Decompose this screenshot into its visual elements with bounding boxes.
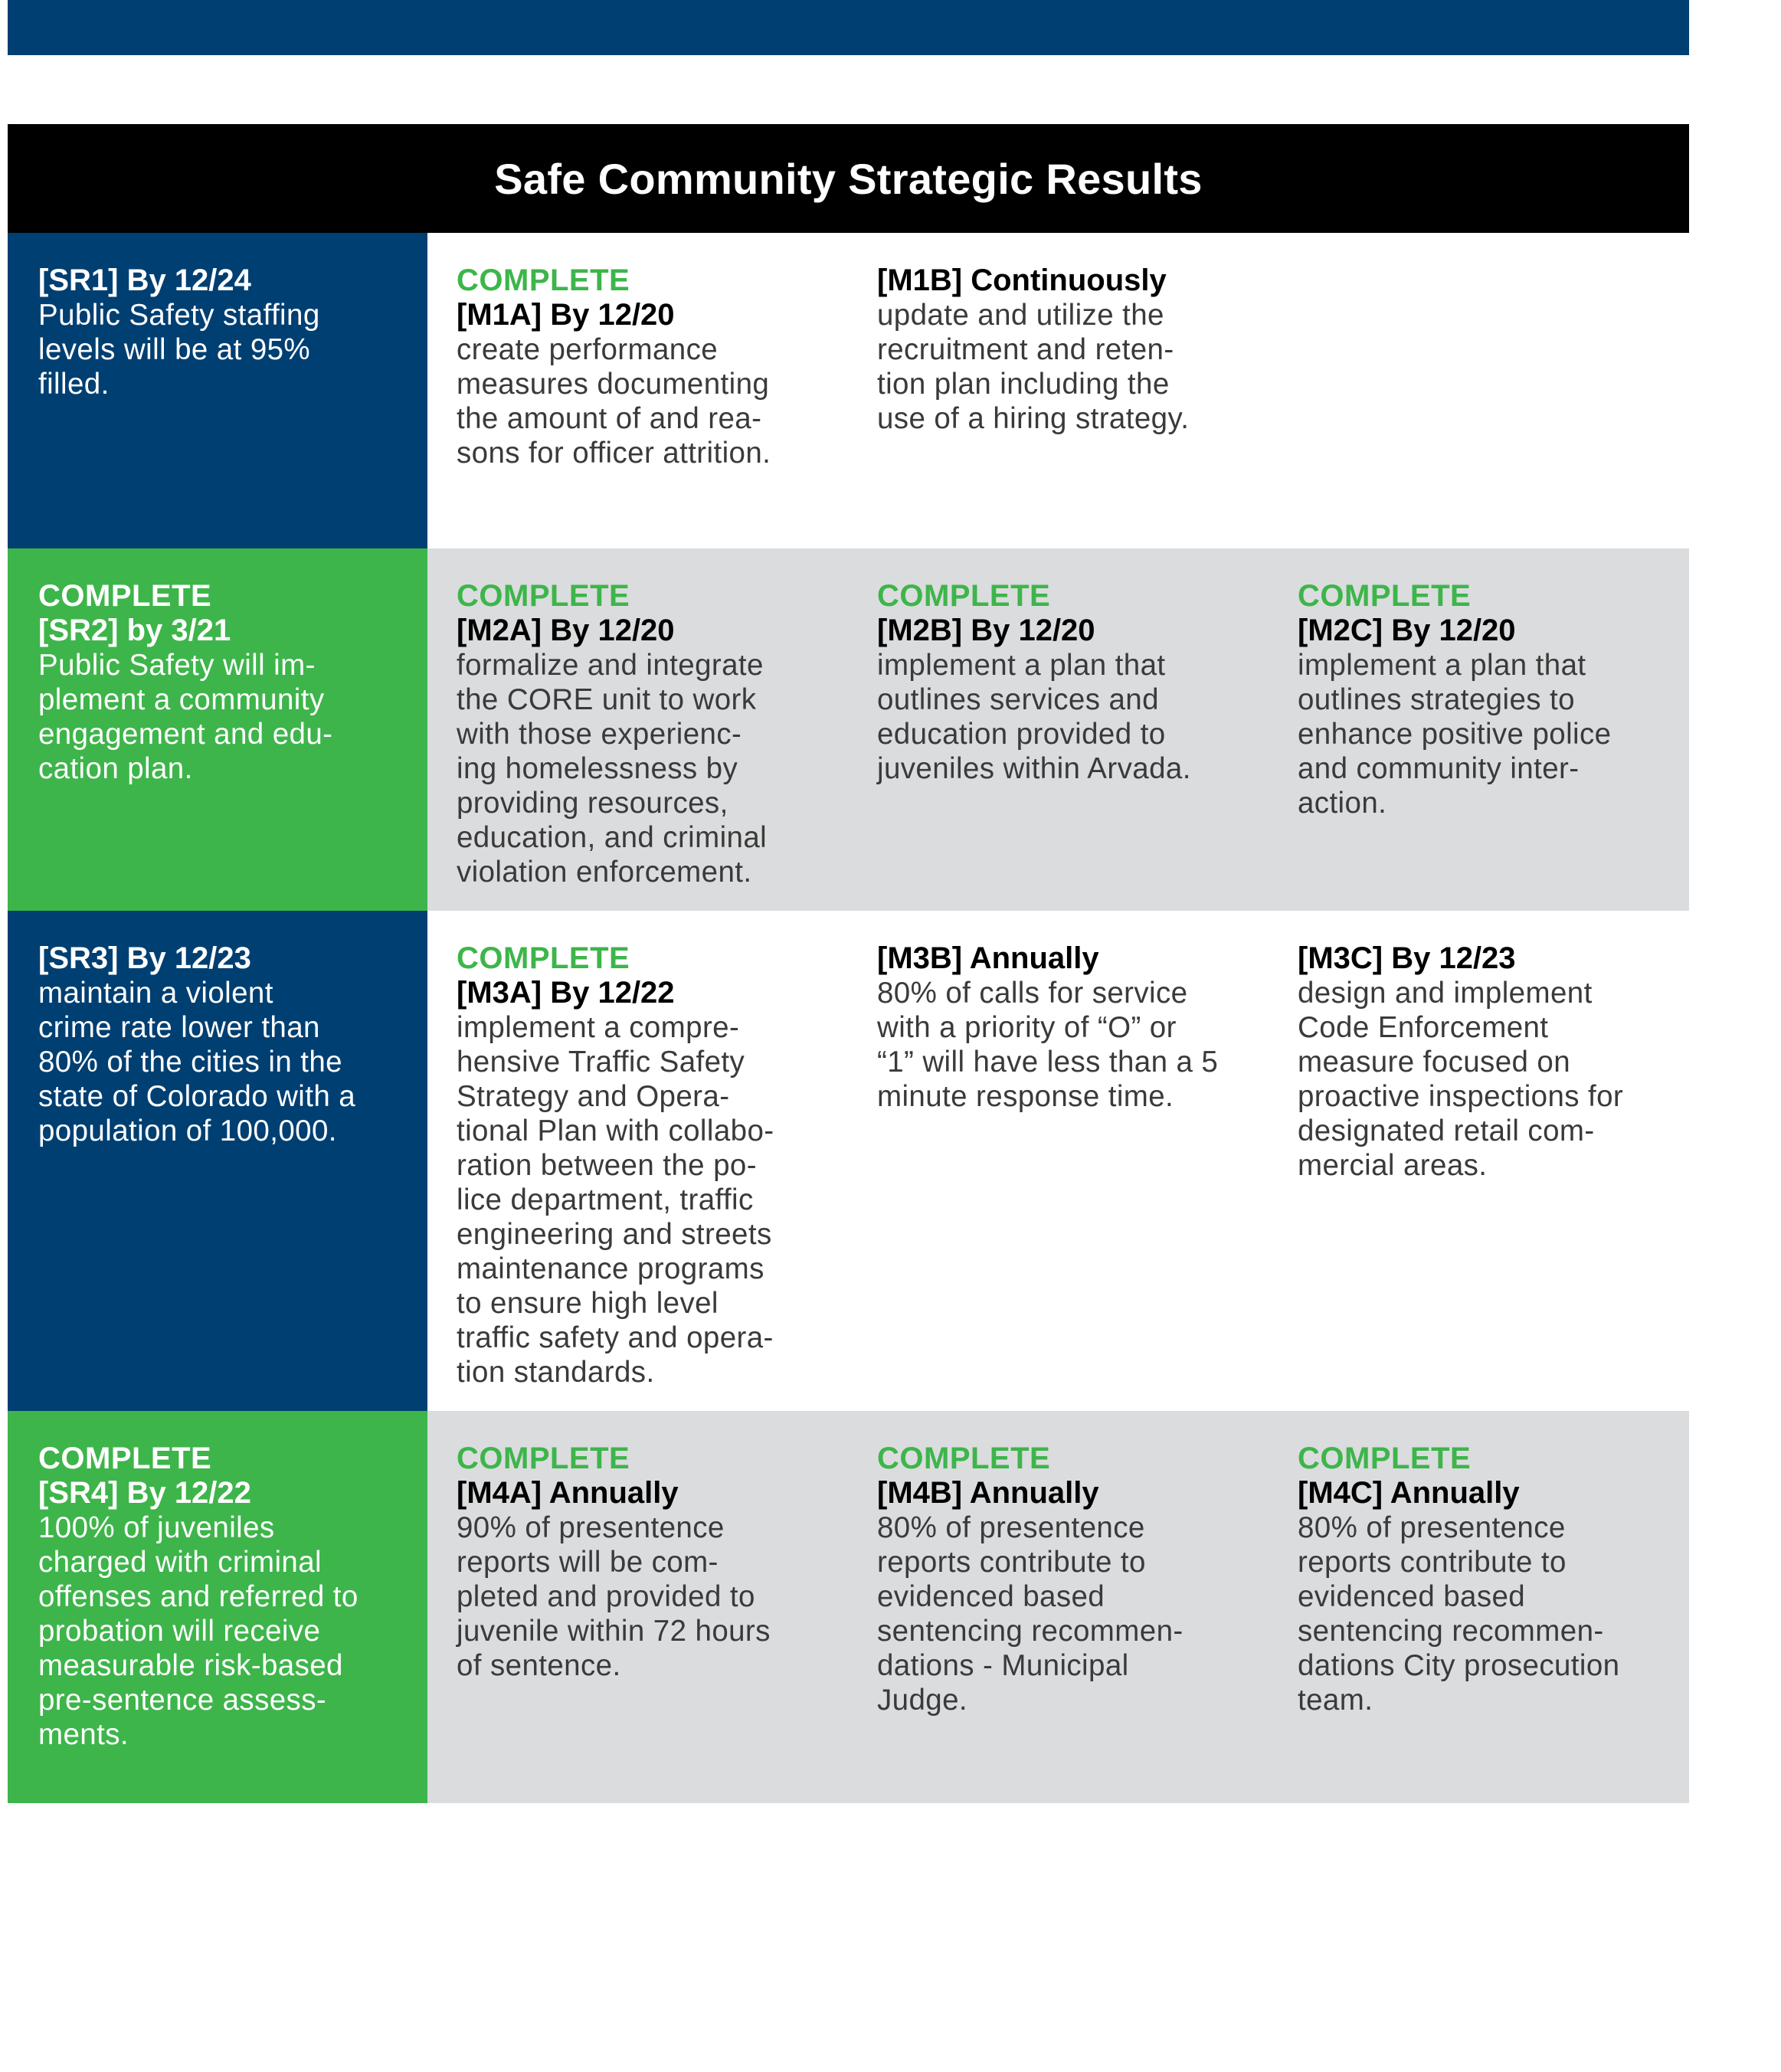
measure-description: design and implement Code Enforcement measure focused on proactive inspections for designated retail com- mercial areas. [1298, 977, 1624, 1182]
measure-description: 80% of presentence reports contribute to evidenced based sentencing recommen- dations - Municipal Judge. [877, 1511, 1184, 1717]
measure-cell [1269, 911, 1689, 1411]
strategic-result-description: maintain a violent crime rate lower than 80% of the cities in the state of Colorado with a population of 100,000. [38, 977, 356, 1147]
measure-cell [848, 911, 1269, 1411]
measure-label: [M2A] By 12/20 [457, 614, 675, 647]
measure-cell [1269, 548, 1689, 911]
status-badge: COMPLETE [457, 579, 630, 613]
measure-label: [M2B] By 12/20 [877, 614, 1095, 647]
strategic-result-label: [SR3] By 12/23 [38, 941, 251, 975]
result-row-sr3 [8, 911, 1689, 1411]
measure-description: formalize and integrate the CORE unit to work with those experienc- ing homelessness by providing resources, education, and criminal violation enforcement. [457, 649, 768, 889]
measure-cell [427, 911, 848, 1411]
measure-cell [848, 548, 1269, 911]
measure-label: [M4B] Annually [877, 1476, 1099, 1510]
measure-description: update and utilize the recruitment and reten- tion plan including the use of a hiring strategy. [877, 299, 1190, 435]
measure-cell [848, 233, 1269, 548]
measure-label: [M4A] Annually [457, 1476, 679, 1510]
strategic-result-label: [SR2] by 3/21 [38, 614, 231, 647]
measure-cell [427, 233, 848, 548]
status-badge: COMPLETE [457, 941, 630, 975]
measure-label: [M3C] By 12/23 [1298, 941, 1516, 975]
status-badge: COMPLETE [38, 579, 212, 613]
result-row-sr4 [8, 1411, 1689, 1803]
table-header [8, 124, 1689, 233]
status-badge: COMPLETE [1298, 1442, 1472, 1475]
measure-label: [M3B] Annually [877, 941, 1099, 975]
strategic-result-cell [8, 911, 427, 1411]
measure-description: implement a plan that outlines services and education provided to juveniles within Arvada. [877, 649, 1191, 785]
strategic-results-table [8, 124, 1689, 1803]
measure-cell [1269, 1411, 1689, 1803]
measure-label: [M2C] By 12/20 [1298, 614, 1516, 647]
measure-description: 90% of presentence reports will be com- pleted and provided to juvenile within 72 hours of sentence. [457, 1511, 771, 1682]
measure-label: [M1B] Continuously [877, 264, 1167, 297]
status-badge: COMPLETE [877, 579, 1051, 613]
strategic-result-cell [8, 548, 427, 911]
status-badge: COMPLETE [457, 264, 630, 297]
status-badge: COMPLETE [38, 1442, 212, 1475]
measure-description: 80% of presentence reports contribute to evidenced based sentencing recommen- dations City prosecution team. [1298, 1511, 1620, 1717]
measure-description: 80% of calls for service with a priority of “O” or “1” will have less than a 5 minute response time. [877, 977, 1219, 1113]
result-row-sr2 [8, 548, 1689, 911]
top-banner-bar [8, 0, 1689, 55]
measure-cell [427, 1411, 848, 1803]
result-row-sr1 [8, 233, 1689, 548]
measure-description: implement a plan that outlines strategies to enhance positive police and community inter- action. [1298, 649, 1612, 820]
measure-label: [M1A] By 12/20 [457, 298, 675, 332]
strategic-result-cell [8, 1411, 427, 1803]
measure-cell [848, 1411, 1269, 1803]
table-title: Safe Community Strategic Results [494, 154, 1203, 203]
status-badge: COMPLETE [457, 1442, 630, 1475]
strategic-result-description: Public Safety staffing levels will be at 95% filled. [38, 299, 320, 401]
strategic-result-label: [SR1] By 12/24 [38, 264, 251, 297]
strategic-result-description: 100% of juveniles charged with criminal offenses and referred to probation will receive measurable risk-based pre-sentence assess- ments. [38, 1511, 358, 1751]
measure-description: create performance measures documenting the amount of and rea- sons for officer attrition. [457, 333, 771, 470]
measure-cell-empty [1269, 233, 1689, 548]
status-badge: COMPLETE [1298, 579, 1472, 613]
measure-label: [M3A] By 12/22 [457, 976, 675, 1010]
measure-cell [427, 548, 848, 911]
measure-label: [M4C] Annually [1298, 1476, 1520, 1510]
measure-description: implement a compre- hensive Traffic Safety Strategy and Opera- tional Plan with collabo- ration between the po- lice department, traffic engineering and streets maintenance programs to ensure high level traffic safety and opera- tion standards. [457, 1011, 774, 1389]
strategic-result-description: Public Safety will im- plement a community engagement and edu- cation plan. [38, 649, 333, 785]
status-badge: COMPLETE [877, 1442, 1051, 1475]
strategic-result-label: [SR4] By 12/22 [38, 1476, 251, 1510]
strategic-result-cell [8, 233, 427, 548]
